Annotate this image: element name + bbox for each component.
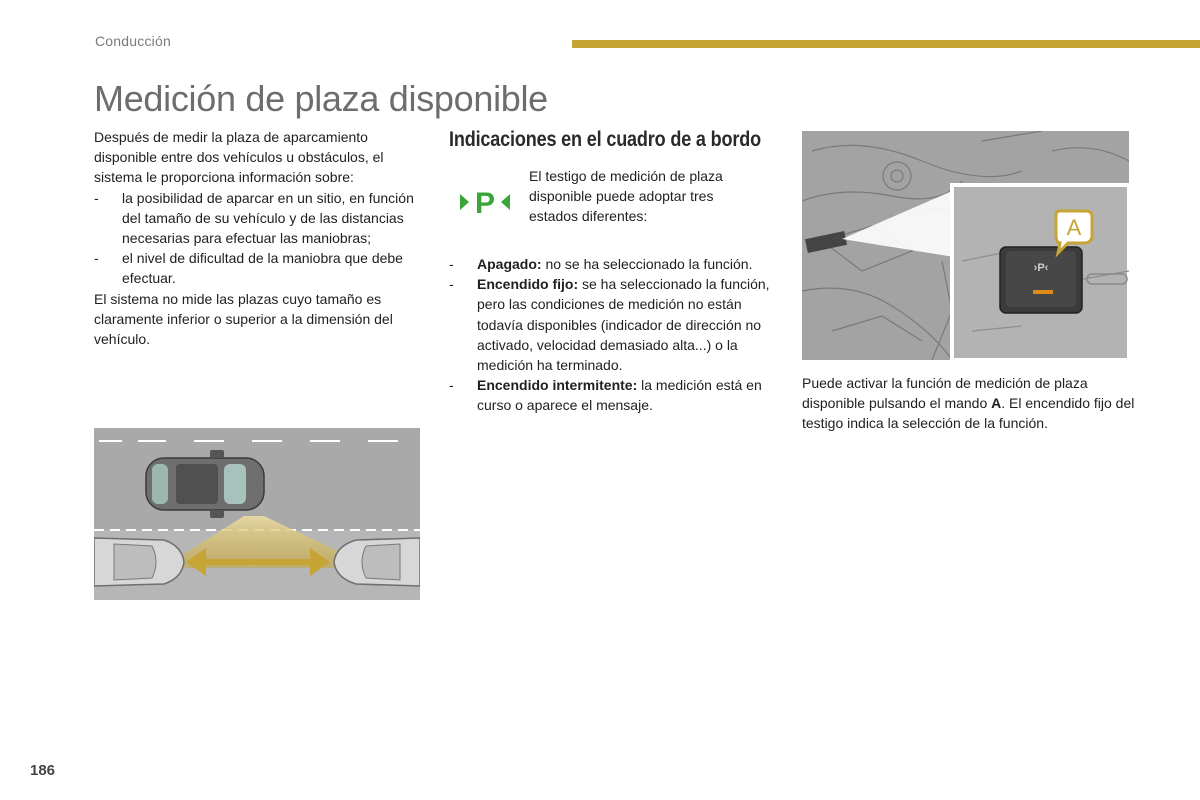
- callout-letter: A: [1066, 215, 1082, 240]
- state-text: no se ha seleccionado la función.: [541, 256, 753, 272]
- intro-bullet-list: [94, 188, 424, 289]
- bullet-dash: -: [449, 256, 454, 272]
- state-label: Apagado:: [477, 256, 542, 272]
- list-item: [94, 248, 424, 288]
- indicator-letter: P: [474, 187, 496, 218]
- bullet-text: la posibilidad de aparcar en un sitio, en función del tamaño de su vehículo y de las distancias necesarias para efectuar las maniobras;: [122, 189, 414, 247]
- intro-column: [94, 127, 424, 349]
- page-number: 186: [30, 762, 56, 779]
- gold-header-rule: [572, 40, 1200, 48]
- list-item: [94, 188, 424, 249]
- intro-note: El sistema no mide las plazas cuyo tamaño es claramente inferior o superior a la dimensión del vehículo.: [94, 290, 393, 348]
- state-label: Encendido fijo:: [477, 276, 579, 293]
- page-title: Medición de plaza disponible: [94, 78, 548, 119]
- bullet-dash: -: [94, 250, 99, 267]
- state-text: la medición está en curso o aparece el mensaje.: [477, 377, 762, 414]
- state-text: se ha seleccionado la función, pero las condiciones de medición no están todavía disponibles (indicador de dirección no activado, velocidad demasiado alta...) o la medición ha terminado.: [477, 276, 770, 374]
- bullet-dash: -: [449, 276, 454, 293]
- caption-part-2: . El encendido fijo del testigo indica la selección de la función.: [802, 395, 1135, 432]
- parked-car-right: [334, 538, 420, 586]
- state-label: Encendido intermitente:: [477, 377, 638, 394]
- indicator-description: [529, 166, 759, 227]
- moving-car: [146, 450, 264, 518]
- dashboard-button-illustration: [802, 131, 1129, 360]
- parking-measure-warning-icon: [460, 186, 510, 218]
- indicator-text: El testigo de medición de plaza disponible puede adoptar tres estados diferentes:: [529, 168, 723, 225]
- dashboard-indications-heading: Indicaciones en el cuadro de a bordo: [449, 128, 761, 151]
- park-assist-button-a: [1000, 247, 1082, 313]
- parked-car-left: [94, 538, 184, 586]
- states-list: [449, 254, 779, 416]
- intro-lead: Después de medir la plaza de aparcamiento disponible entre dos vehículos u obstáculos, el sistema le proporciona información sobre:: [94, 129, 384, 186]
- figure-caption: [802, 373, 1142, 434]
- section-label: Conducción: [95, 33, 171, 49]
- caption-button-letter: A: [991, 395, 1002, 412]
- list-item: [449, 254, 779, 274]
- list-item: [449, 274, 779, 375]
- bullet-dash: -: [94, 189, 99, 206]
- bullet-dash: -: [449, 377, 454, 394]
- parking-space-illustration: [94, 428, 420, 600]
- indicator-states: [449, 254, 779, 416]
- bullet-text: el nivel de dificultad de la maniobra que debe efectuar.: [122, 250, 403, 287]
- caption-part-1: Puede activar la función de medición de plaza disponible pulsando el mando: [802, 375, 1088, 412]
- caption-text: [802, 373, 1142, 434]
- list-item: [449, 375, 779, 415]
- parking-symbol-icon: ›P‹: [1033, 262, 1049, 274]
